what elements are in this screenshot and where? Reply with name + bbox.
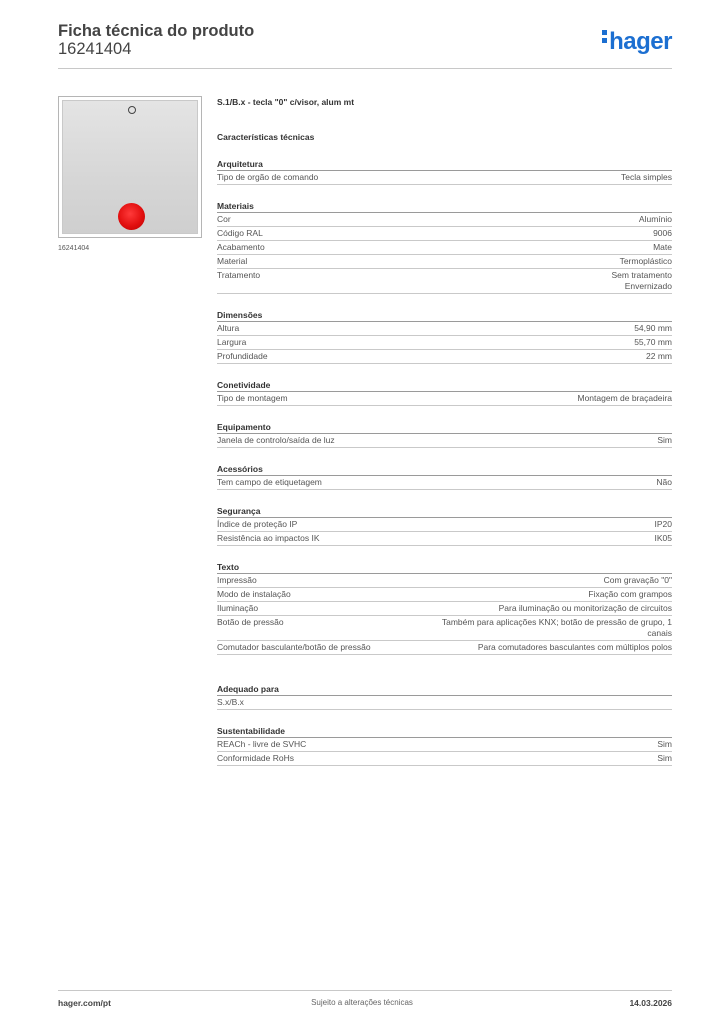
spec-row: [217, 255, 672, 269]
spec-content: [217, 96, 672, 766]
section-title: Arquitetura: [217, 158, 672, 171]
section-title: Dimensões: [217, 309, 672, 322]
spec-label: Profundidade: [217, 351, 268, 361]
spec-sections: [217, 158, 672, 766]
spec-section: [217, 505, 672, 546]
logo-dots-icon: [602, 30, 607, 46]
section-title: Equipamento: [217, 421, 672, 434]
spec-row: [217, 336, 672, 350]
footer-website-link[interactable]: hager.com/pt: [58, 998, 111, 1008]
spec-label: Janela de controlo/saída de luz: [217, 435, 335, 445]
spec-section: [217, 200, 672, 294]
spec-label: Altura: [217, 323, 240, 333]
section-title: Sustentabilidade: [217, 725, 672, 738]
footer-divider: [58, 990, 672, 991]
spec-value: 54,90 mm: [634, 323, 672, 333]
spec-row: [217, 392, 672, 406]
section-title: Texto: [217, 561, 672, 574]
spec-row: [217, 434, 672, 448]
hager-logo[interactable]: [602, 28, 672, 56]
spec-label: Tipo de montagem: [217, 393, 288, 403]
product-name: S.1/B.x - tecla "0" c/visor, alum mt: [217, 97, 355, 107]
section-title: Adequado para: [217, 683, 672, 696]
spec-label: Tipo de orgão de comando: [217, 172, 319, 182]
spec-row: [217, 641, 672, 655]
spec-value: Tecla simples: [620, 172, 672, 182]
spec-label: Tem campo de etiquetagem: [217, 477, 322, 487]
zero-marking-icon: [128, 106, 136, 114]
spec-row: [217, 532, 672, 546]
spec-label: Índice de proteção IP: [217, 519, 298, 529]
spec-row: [217, 241, 672, 255]
spec-value: Não: [656, 477, 672, 487]
spec-label: Largura: [217, 337, 247, 347]
spec-label: Material: [217, 256, 248, 266]
spec-value: IK05: [654, 533, 672, 543]
spec-label: S.x/B.x: [217, 697, 244, 707]
header-divider: [58, 68, 672, 69]
spec-section: [217, 725, 672, 766]
spec-value: Para comutadores basculantes com múltiplos polos: [477, 642, 672, 652]
spec-label: Conformidade RoHs: [217, 753, 295, 763]
spec-section: [217, 683, 672, 710]
spec-value: Com gravação "0": [603, 575, 672, 585]
spec-value: Termoplástico: [619, 256, 672, 266]
spec-row: [217, 602, 672, 616]
spec-section: [217, 421, 672, 448]
document-title: Ficha técnica do produto: [58, 22, 255, 40]
section-spacer: [217, 655, 672, 668]
section-title: Segurança: [217, 505, 672, 518]
spec-section: [217, 463, 672, 490]
logo-text: hager: [609, 28, 672, 55]
tech-heading: Características técnicas: [217, 132, 315, 142]
spec-row: [217, 588, 672, 602]
spec-value: 55,70 mm: [634, 337, 672, 347]
spec-label: Código RAL: [217, 228, 263, 238]
spec-value: Fixação com grampos: [588, 589, 672, 599]
spec-row: [217, 322, 672, 336]
spec-section: [217, 158, 672, 185]
spec-section: [217, 379, 672, 406]
spec-row: [217, 616, 672, 641]
spec-row: [217, 696, 672, 710]
spec-label: Cor: [217, 214, 231, 224]
spec-row: [217, 476, 672, 490]
spec-value: Montagem de braçadeira: [577, 393, 672, 403]
spec-value: 22 mm: [646, 351, 672, 361]
spec-section: [217, 309, 672, 364]
footer-date: 14.03.2026: [629, 998, 672, 1008]
spec-row: [217, 269, 672, 294]
switch-plate: [62, 100, 198, 234]
spec-label: Comutador basculante/botão de pressão: [217, 642, 371, 652]
spec-value: Para iluminação ou monitorização de circuitos: [498, 603, 672, 613]
red-indicator-lens: [118, 203, 145, 230]
spec-value: 9006: [653, 228, 672, 238]
footer-notice: Sujeito a alterações técnicas: [311, 998, 413, 1007]
spec-label: REACh - livre de SVHC: [217, 739, 307, 749]
spec-row: [217, 574, 672, 588]
spec-row: [217, 752, 672, 766]
spec-value: Sim: [657, 753, 672, 763]
spec-value: Mate: [653, 242, 672, 252]
image-caption: 16241404: [58, 245, 90, 252]
spec-label: Acabamento: [217, 242, 265, 252]
spec-value: Sem tratamento Envernizado: [611, 270, 672, 291]
spec-label: Tratamento: [217, 270, 261, 280]
spec-row: [217, 350, 672, 364]
spec-row: [217, 213, 672, 227]
spec-label: Resistência ao impactos IK: [217, 533, 320, 543]
spec-label: Botão de pressão: [217, 617, 284, 627]
product-image: [58, 96, 202, 238]
spec-value: Alumínio: [638, 214, 672, 224]
section-title: Acessórios: [217, 463, 672, 476]
spec-row: [217, 171, 672, 185]
spec-label: Modo de instalação: [217, 589, 291, 599]
spec-value: Também para aplicações KNX; botão de pressão de grupo, 1 canais: [441, 617, 672, 638]
spec-value: Sim: [657, 739, 672, 749]
spec-value: IP20: [654, 519, 672, 529]
section-title: Materiais: [217, 200, 672, 213]
spec-row: [217, 738, 672, 752]
product-number: 16241404: [58, 40, 132, 58]
section-title: Conetividade: [217, 379, 672, 392]
spec-value: Sim: [657, 435, 672, 445]
spec-section: [217, 561, 672, 655]
spec-row: [217, 227, 672, 241]
spec-label: Iluminação: [217, 603, 259, 613]
spec-row: [217, 518, 672, 532]
spec-label: Impressão: [217, 575, 257, 585]
